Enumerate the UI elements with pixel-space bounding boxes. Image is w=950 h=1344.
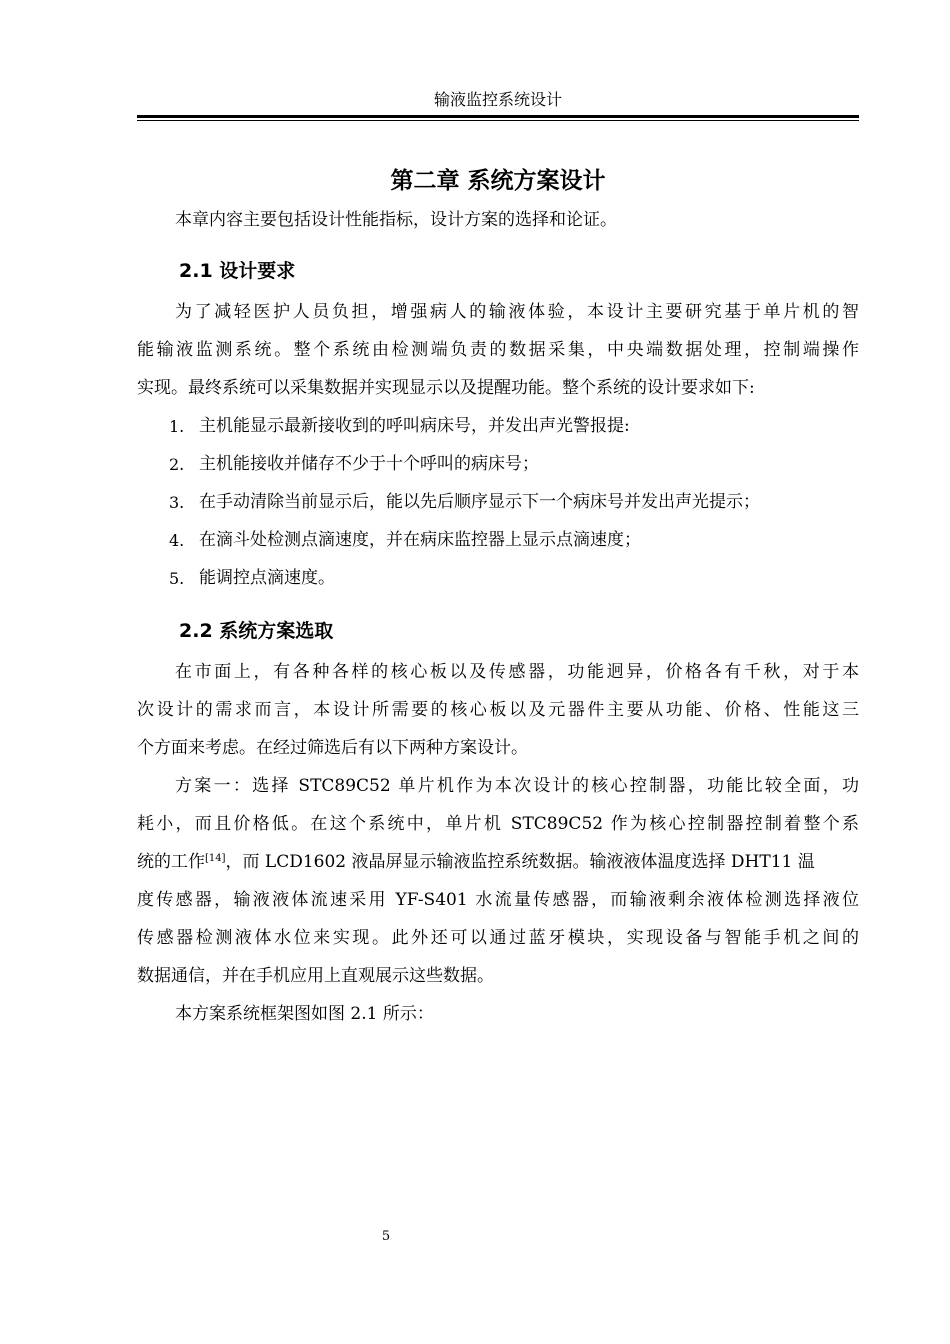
list-item-text: 在滴斗处检测点滴速度，并在病床监控器上显示点滴速度； <box>199 530 641 550</box>
paragraph-text: 统的工作 <box>137 852 205 872</box>
list-item-number: 4. <box>169 531 185 550</box>
paragraph-line: 个方面来考虑。在经过筛选后有以下两种方案设计。 <box>137 738 528 758</box>
list-item-text: 能调控点滴速度。 <box>199 568 335 588</box>
chapter-intro: 本章内容主要包括设计性能指标，设计方案的选择和论证。 <box>175 210 617 230</box>
paragraph-line: 为了减轻医护人员负担，增强病人的输液体验，本设计主要研究基于单片机的智 <box>175 302 859 322</box>
page-number: 5 <box>381 1229 391 1244</box>
paragraph-line: 次设计的需求而言，本设计所需要的核心板以及元器件主要从功能、价格、性能这三 <box>137 700 859 720</box>
citation-reference: [14] <box>205 853 226 864</box>
paragraph-text: ，而 LCD1602 液晶屏显示输液监控系统数据。输液液体温度选择 DHT11 温 <box>225 852 815 872</box>
list-item-number: 3. <box>169 493 185 512</box>
header-rule-thick <box>137 115 859 118</box>
figure-reference-line: 本方案系统框架图如图 2.1 所示： <box>175 1004 434 1024</box>
list-item-text: 主机能接收并储存不少于十个呼叫的病床号； <box>199 454 539 474</box>
header-rule-thin <box>137 120 859 121</box>
list-item-text: 在手动清除当前显示后，能以先后顺序显示下一个病床号并发出声光提示； <box>199 492 760 512</box>
paragraph-line: 能输液监测系统。整个系统由检测端负责的数据采集，中央端数据处理，控制端操作 <box>137 340 859 360</box>
paragraph-line: 在市面上，有各种各样的核心板以及传感器，功能迥异，价格各有千秋，对于本 <box>175 662 859 682</box>
paragraph-line: 数据通信，并在手机应用上直观展示这些数据。 <box>137 966 494 986</box>
chapter-title: 第二章 系统方案设计 <box>390 168 606 194</box>
paragraph-line: 实现。最终系统可以采集数据并实现显示以及提醒功能。整个系统的设计要求如下: <box>137 378 755 398</box>
list-item-text: 主机能显示最新接收到的呼叫病床号，并发出声光警报提: <box>199 416 630 436</box>
list-item-number: 5. <box>169 569 185 588</box>
paragraph-line: 度传感器，输液液体流速采用 YF-S401 水流量传感器，而输液剩余液体检测选择液位 <box>137 890 859 910</box>
paragraph-line: 方案一：选择 STC89C52 单片机作为本次设计的核心控制器，功能比较全面，功 <box>175 776 859 796</box>
section-heading-2-1: 2.1 设计要求 <box>179 260 296 282</box>
list-item-number: 1. <box>169 417 185 436</box>
page-header-title: 输液监控系统设计 <box>433 90 562 109</box>
list-item-number: 2. <box>169 455 185 474</box>
section-heading-2-2: 2.2 系统方案选取 <box>179 620 334 642</box>
paragraph-line: 耗小，而且价格低。在这个系统中，单片机 STC89C52 作为核心控制器控制着整个系 <box>137 814 859 834</box>
paragraph-line-with-citation <box>137 850 859 874</box>
paragraph-line: 传感器检测液体水位来实现。此外还可以通过蓝牙模块，实现设备与智能手机之间的 <box>137 928 859 948</box>
